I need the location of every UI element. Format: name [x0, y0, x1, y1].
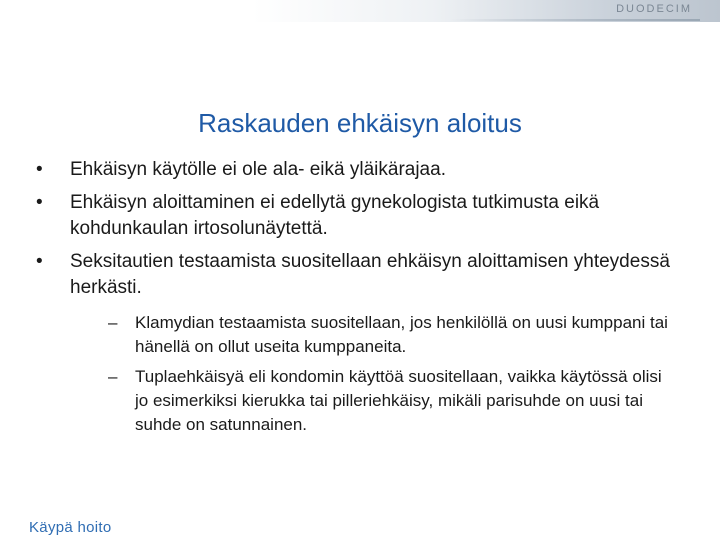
sub-bullet-text: Klamydian testaamista suositellaan, jos henkilöllä on uusi kumppani tai hänellä on ollut useita kumppaneita. [135, 313, 668, 356]
sub-bullet-marker: – [108, 313, 118, 332]
kaypa-hoito-logo: Käypä hoito [29, 519, 112, 536]
bullet-item [36, 157, 676, 183]
sub-bullet-list [70, 311, 676, 437]
bullet-marker: • [36, 159, 43, 180]
bullet-item [36, 190, 676, 242]
bullet-marker: • [36, 192, 43, 213]
bullet-text: Ehkäisyn aloittaminen ei edellytä gynekologista tutkimusta eikä kohdunkaulan irtosolunäytettä. [70, 192, 600, 239]
sub-bullet-item [70, 365, 676, 437]
sub-bullet-item [70, 311, 676, 359]
bullet-item [36, 249, 676, 437]
bullet-list [36, 157, 676, 444]
header-divider [450, 19, 700, 21]
sub-bullet-text: Tuplaehkäisyä eli kondomin käyttöä suositellaan, vaikka käytössä olisi jo esimerkiksi kierukka tai pilleriehkäisy, mikäli parisuhde on uusi tai suhde on satunnainen. [135, 367, 662, 434]
sub-bullet-marker: – [108, 367, 118, 386]
duodecim-logo: DUODECIM [616, 3, 692, 15]
bullet-marker: • [36, 251, 43, 272]
bullet-text: Ehkäisyn käytölle ei ole ala- eikä yläikärajaa. [70, 159, 446, 180]
slide-title: Raskauden ehkäisyn aloitus [198, 108, 522, 139]
bullet-text: Seksitautien testaamista suositellaan ehkäisyn aloittamisen yhteydessä herkästi. [70, 251, 670, 298]
